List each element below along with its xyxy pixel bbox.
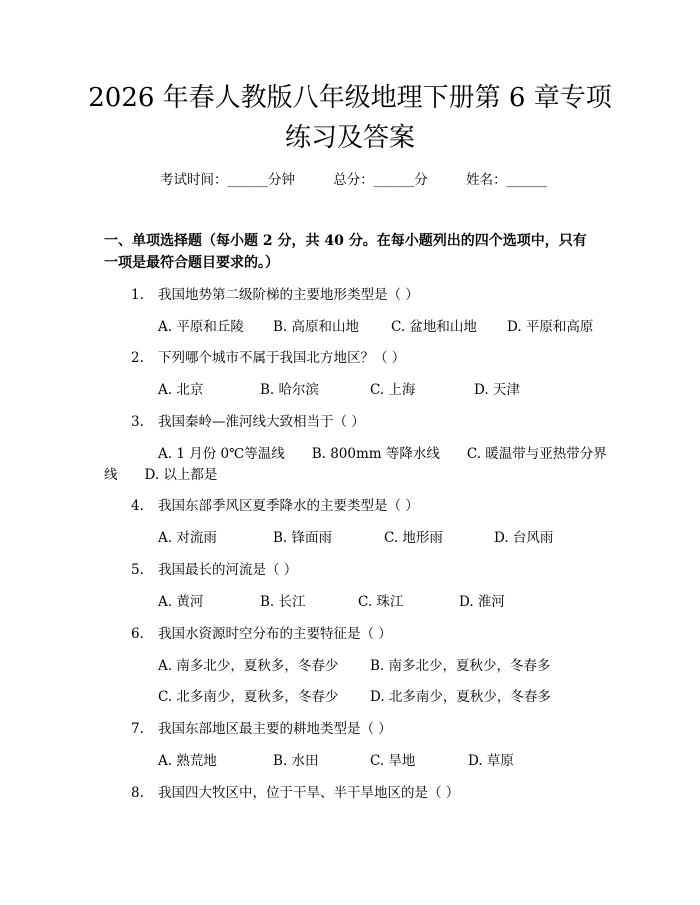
option-a: A. 黄河: [158, 594, 204, 610]
option-b: B. 南多北少，夏秋少，冬春多: [370, 658, 551, 674]
option-b: B. 哈尔滨: [260, 382, 320, 398]
option-d: D. 草原: [468, 753, 514, 769]
question-text: 我国四大牧区中，位于干旱、半干旱地区的是（ ）: [158, 785, 460, 801]
question-7: [131, 717, 392, 737]
exam-meta: [160, 168, 553, 188]
total-score-label: 总分：______分: [333, 172, 428, 188]
option-c: C. 北多南少，夏秋多，冬春少: [158, 689, 339, 705]
option-c: C. 珠江: [358, 594, 404, 610]
question-3: [131, 410, 365, 430]
option-c: C. 上海: [370, 382, 416, 398]
question-4: [131, 494, 419, 514]
option-b: B. 长江: [260, 594, 306, 610]
question-2: [131, 346, 405, 366]
question-6: [131, 622, 392, 642]
question-text: 我国最长的河流是（ ）: [158, 562, 298, 578]
question-3-options-line-1: A. 1 月份 0℃等温线 B. 800mm 等降水线 C. 暖温带与亚热带分界: [158, 446, 607, 462]
question-number: 7.: [131, 721, 144, 737]
question-text: 我国水资源时空分布的主要特征是（ ）: [158, 626, 392, 642]
option-a: A. 平原和丘陵: [158, 319, 244, 335]
option-d: D. 北多南少，夏秋少，冬春多: [370, 689, 551, 705]
question-1: [131, 283, 419, 303]
question-5: [131, 558, 297, 578]
title-line-1: 2026 年春人教版八年级地理下册第 6 章专项: [88, 83, 612, 113]
option-a: A. 熟荒地: [158, 753, 217, 769]
option-d: D. 台风雨: [494, 530, 554, 546]
question-text: 我国地势第二级阶梯的主要地形类型是（ ）: [158, 287, 419, 303]
question-text: 我国东部季风区夏季降水的主要类型是（ ）: [158, 498, 419, 514]
option-a: A. 对流雨: [158, 530, 217, 546]
question-number: 8.: [131, 785, 144, 801]
section-heading: 一、单项选择题（每小题 2 分，共 40 分。在每小题列出的四个选项中，只有一项是最符合题目要求的。）: [104, 233, 587, 271]
question-text: 下列哪个城市不属于我国北方地区？（ ）: [158, 350, 406, 366]
option-b: B. 高原和山地: [273, 319, 360, 335]
question-number: 5.: [131, 562, 144, 578]
student-name-label: 姓名：______: [466, 172, 548, 188]
question-number: 6.: [131, 626, 144, 642]
exam-time-label: 考试时间：______分钟: [160, 172, 295, 188]
question-number: 4.: [131, 498, 144, 514]
option-d: D. 平原和高原: [507, 319, 594, 335]
question-text: 我国东部地区最主要的耕地类型是（ ）: [158, 721, 392, 737]
title-line-2: 练习及答案: [284, 123, 415, 153]
question-text: 我国秦岭—淮河线大致相当于（ ）: [158, 414, 365, 430]
question-3-options-line-2: 线 D. 以上都是: [104, 467, 218, 483]
option-b: B. 水田: [273, 753, 319, 769]
option-b: B. 锋面雨: [273, 530, 333, 546]
option-d: D. 淮河: [459, 594, 505, 610]
option-c: C. 旱地: [370, 753, 416, 769]
question-number: 3.: [131, 414, 144, 430]
option-a: A. 北京: [158, 382, 204, 398]
option-a: A. 南多北少，夏秋多，冬春少: [158, 658, 339, 674]
option-d: D. 天津: [474, 382, 520, 398]
question-number: 1.: [131, 287, 144, 303]
option-c: C. 盆地和山地: [391, 319, 477, 335]
question-8: [131, 781, 459, 801]
option-c: C. 地形雨: [384, 530, 443, 546]
question-number: 2.: [131, 350, 144, 366]
